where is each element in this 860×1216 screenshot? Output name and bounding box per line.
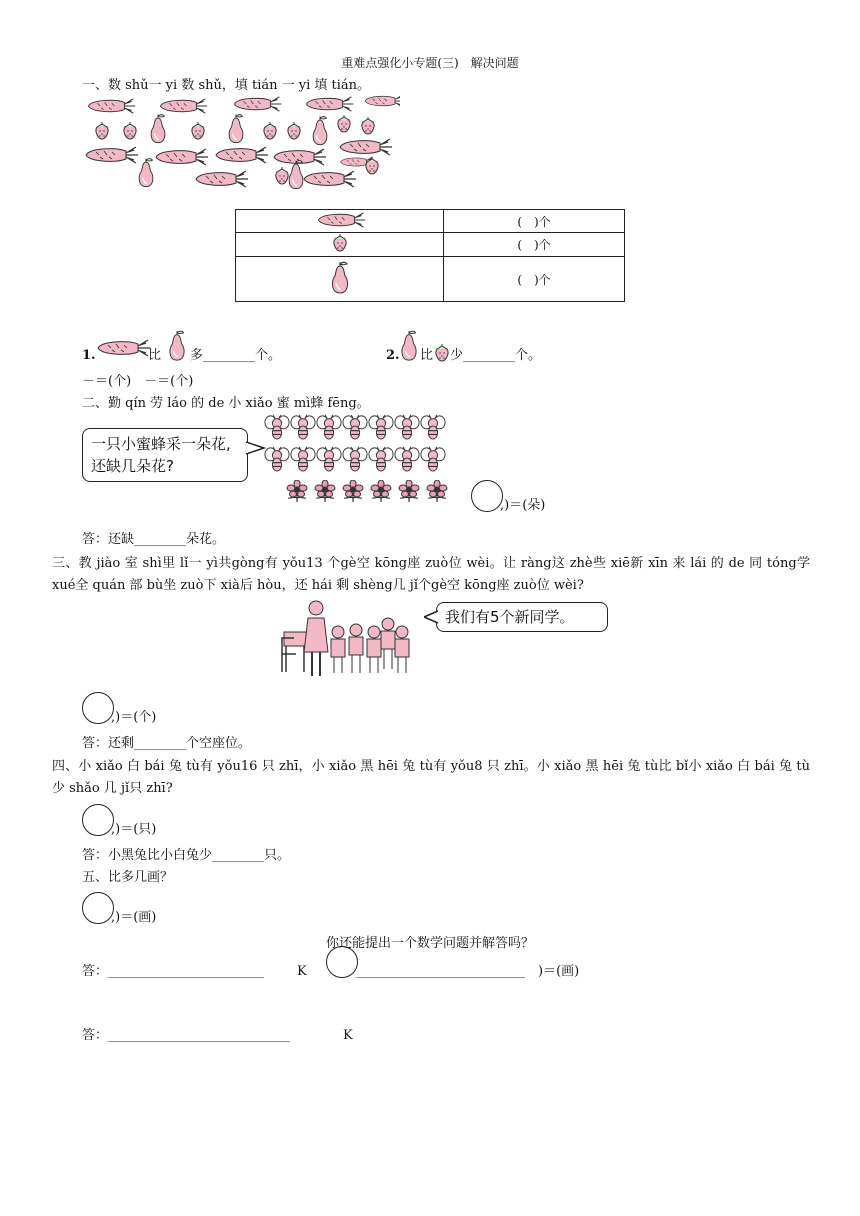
classroom-picture <box>276 598 442 680</box>
pear-icon <box>398 330 420 362</box>
section-4-text: 四、小 xiǎo 白 bái 兔 tù有 yǒu16 只 zhī，小 xiǎo 黑 hēi 兔 tù有 yǒu8 只 zhī。小 xiǎo 黑 hēi 兔 tù比 bǐ小 xiǎo 白 bái 兔 tù少 shǎo 几 jǐ只 zhī? <box>52 759 810 796</box>
pear-icon <box>166 330 188 362</box>
answer-circle[interactable] <box>82 804 114 836</box>
table-cell-value: ( )个 <box>444 233 625 257</box>
carrot-icon <box>94 338 150 358</box>
section-4-answer: 答：小黑兔比小白兔少________只。 <box>82 848 291 863</box>
strawberry-icon <box>434 344 450 362</box>
table-cell-value: ( )个 <box>444 210 625 233</box>
section-3-answer: 答：还剩________个空座位。 <box>82 736 252 751</box>
page-title: 重难点强化小专题(三) 解决问题 <box>341 56 519 70</box>
section-5-heading: 五、比多几画？ <box>82 870 174 885</box>
fruit-picture <box>80 95 400 193</box>
table-row <box>236 233 625 257</box>
table-row <box>236 210 625 233</box>
k-mark: K <box>343 1028 353 1043</box>
section-5-answer-1[interactable]: 答：________________________ <box>82 964 265 979</box>
answer-circle[interactable] <box>82 692 114 724</box>
table-cell-value: ( )个 <box>444 257 625 302</box>
section-1-formula: －＝(个) －＝(个) <box>82 374 194 389</box>
bee-speech-bubble: 一只小蜜蜂采一朵花,还缺几朵花? <box>82 428 248 482</box>
carrot-icon <box>311 211 369 229</box>
section-5-equation-2[interactable]: __________________________ )＝(画) <box>356 964 580 979</box>
section-3-equation: ,)＝(个) <box>111 710 157 725</box>
answer-circle[interactable] <box>82 892 114 924</box>
section-2-equation: ,)＝(朵) <box>500 498 546 513</box>
strawberry-icon <box>331 233 349 253</box>
k-mark: K <box>297 964 307 979</box>
section-2-answer: 答：还缺________朵花。 <box>82 532 226 547</box>
table-row <box>236 257 625 302</box>
section-4-equation: ,)＝(只) <box>111 822 157 837</box>
count-table <box>235 209 625 302</box>
section-3-text: 三、教 jiào 室 shì里 lǐ一 yì共gòng有 yǒu13 个gè空 kōng座 zuò位 wèi。让 ràng这 zhè些 xiē新 xīn 来 lái 的 de 同 tóng学 xué全 quán 部 bù坐 zuò下 xià后 hòu，还 hái 剩 shèng几 jǐ个gè空 kōng座 zuò位 wèi? <box>52 556 810 593</box>
section-5-equation: ,)＝(画) <box>111 910 157 925</box>
section-5-answer-2[interactable]: 答：____________________________ <box>82 1028 291 1043</box>
answer-circle[interactable] <box>471 480 503 512</box>
bees-and-flowers-picture <box>262 412 462 508</box>
bubble-tail-icon <box>424 610 440 624</box>
answer-circle[interactable] <box>326 946 358 978</box>
teacher-speech-bubble: 我们有5个新同学。 <box>436 602 608 632</box>
section-1-heading: 一、数 shǔ一 yi 数 shǔ，填 tián 一 yi 填 tián。 <box>82 78 371 93</box>
section-2-heading: 二、勤 qín 劳 láo 的 de 小 xiǎo 蜜 mì蜂 fēng。 <box>82 396 370 411</box>
pear-icon <box>328 260 352 296</box>
extra-question: 你还能提出一个数学问题并解答吗？ <box>326 936 535 951</box>
